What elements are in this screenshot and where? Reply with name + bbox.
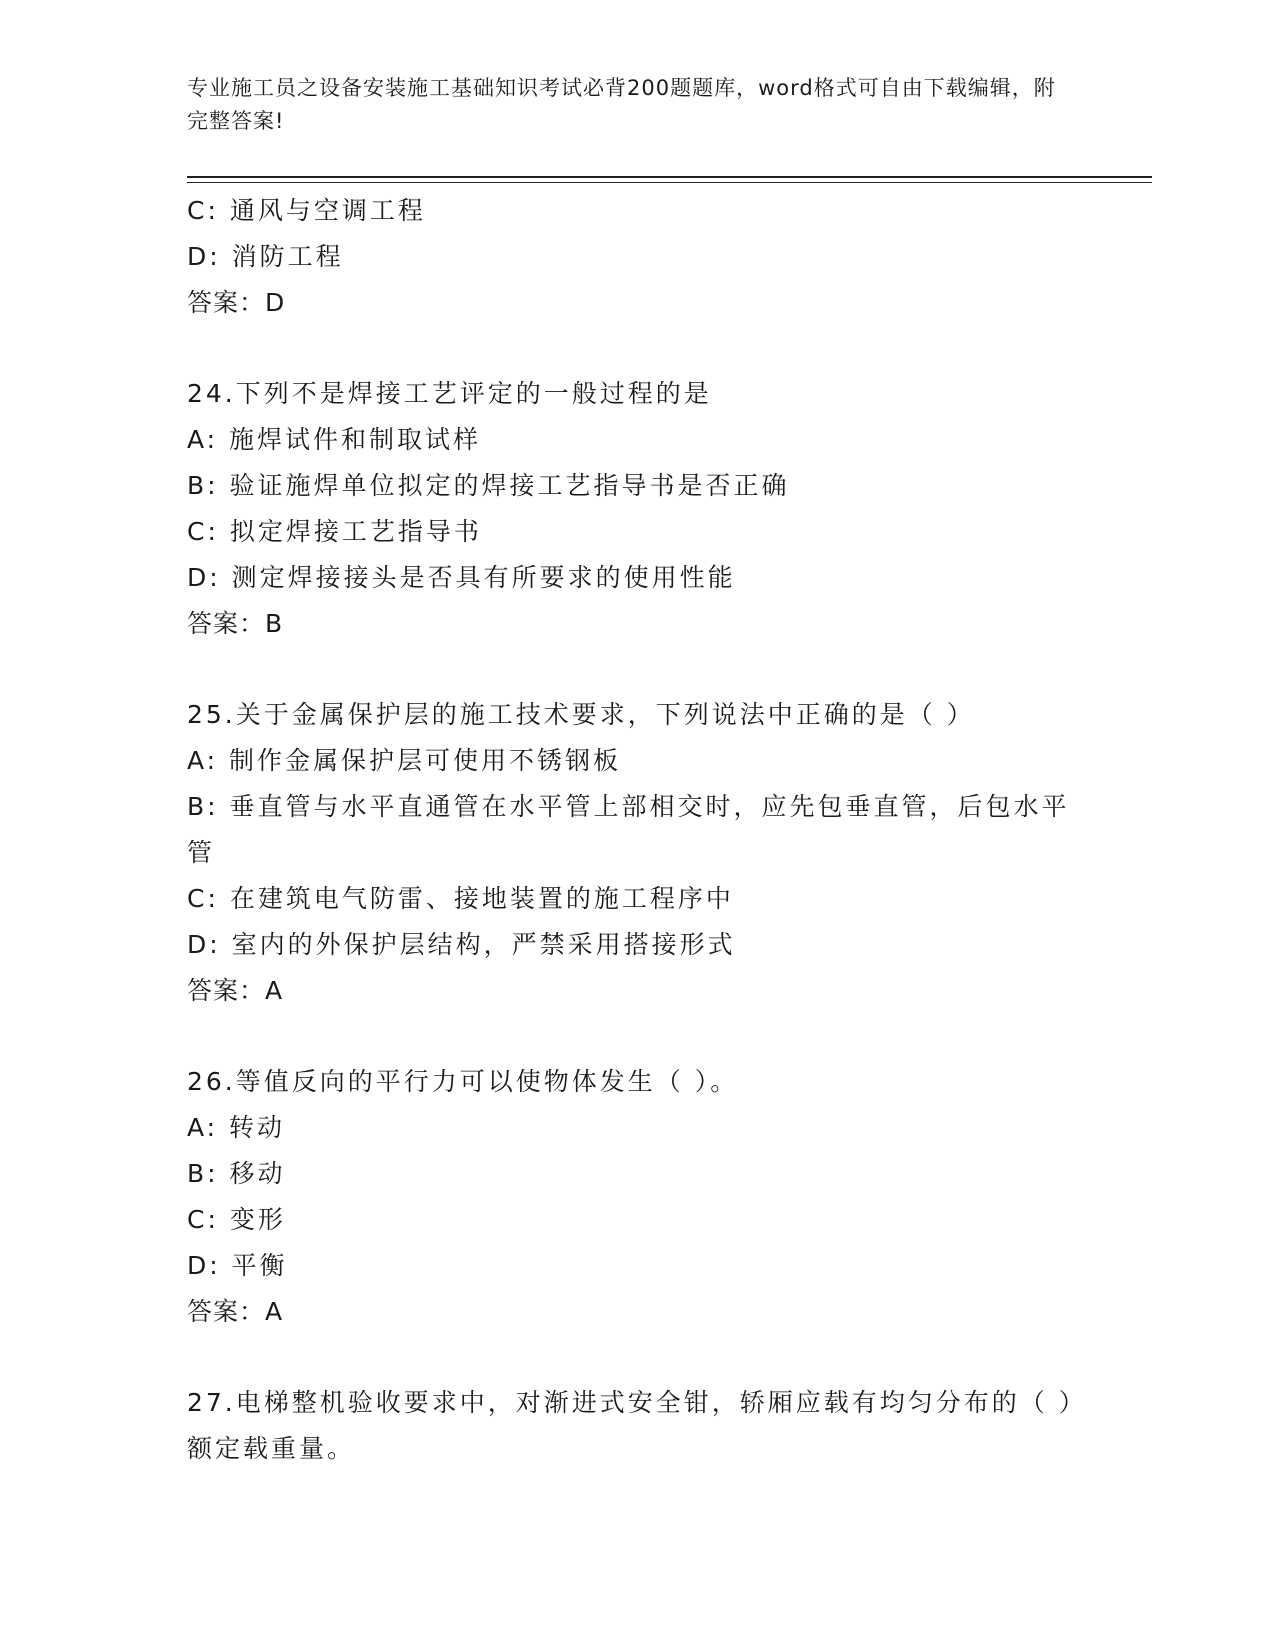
option-line: A: 制作金属保护层可使用不锈钢板 <box>187 746 622 775</box>
answer-line: 答案：D <box>187 288 286 317</box>
prev-question-block <box>187 188 1087 326</box>
spacer <box>187 326 1087 371</box>
header-divider-thick <box>187 176 1152 178</box>
option-line: B: 验证施焊单位拟定的焊接工艺指导书是否正确 <box>187 471 790 500</box>
question-stem: 25.关于金属保护层的施工技术要求，下列说法中正确的是（ ） <box>187 700 975 729</box>
option-line: C: 变形 <box>187 1205 286 1234</box>
question-stem: 27.电梯整机验收要求中，对渐进式安全钳，轿厢应载有均匀分布的（ ）额定载重量。 <box>187 1388 1087 1463</box>
option-line: C: 通风与空调工程 <box>187 196 426 225</box>
question-stem: 24.下列不是焊接工艺评定的一般过程的是 <box>187 379 712 408</box>
question-block <box>187 371 1087 647</box>
option-line: D: 消防工程 <box>187 242 344 271</box>
option-line: D: 室内的外保护层结构，严禁采用搭接形式 <box>187 930 736 959</box>
question-list <box>187 188 1087 1472</box>
header-divider-thin <box>187 182 1152 183</box>
question-block <box>187 1380 1087 1472</box>
answer-line: 答案：A <box>187 976 284 1005</box>
question-block <box>187 692 1087 1014</box>
option-line: A: 施焊试件和制取试样 <box>187 425 482 454</box>
option-line: A: 转动 <box>187 1113 286 1142</box>
spacer <box>187 1335 1087 1380</box>
spacer <box>187 647 1087 692</box>
option-line: D: 平衡 <box>187 1251 288 1280</box>
spacer <box>187 1014 1087 1059</box>
option-line: B: 垂直管与水平直通管在水平管上部相交时，应先包垂直管，后包水平管 <box>187 792 1070 867</box>
question-stem: 26.等值反向的平行力可以使物体发生（ ）。 <box>187 1067 739 1096</box>
answer-line: 答案：B <box>187 609 284 638</box>
option-line: C: 在建筑电气防雷、接地装置的施工程序中 <box>187 884 734 913</box>
option-line: C: 拟定焊接工艺指导书 <box>187 517 482 546</box>
option-line: B: 移动 <box>187 1159 286 1188</box>
option-line: D: 测定焊接接头是否具有所要求的使用性能 <box>187 563 736 592</box>
document-header: 专业施工员之设备安装施工基础知识考试必背200题题库，word格式可自由下载编辑，附完整答案! <box>187 76 1056 133</box>
question-block <box>187 1059 1087 1335</box>
answer-line: 答案：A <box>187 1297 284 1326</box>
